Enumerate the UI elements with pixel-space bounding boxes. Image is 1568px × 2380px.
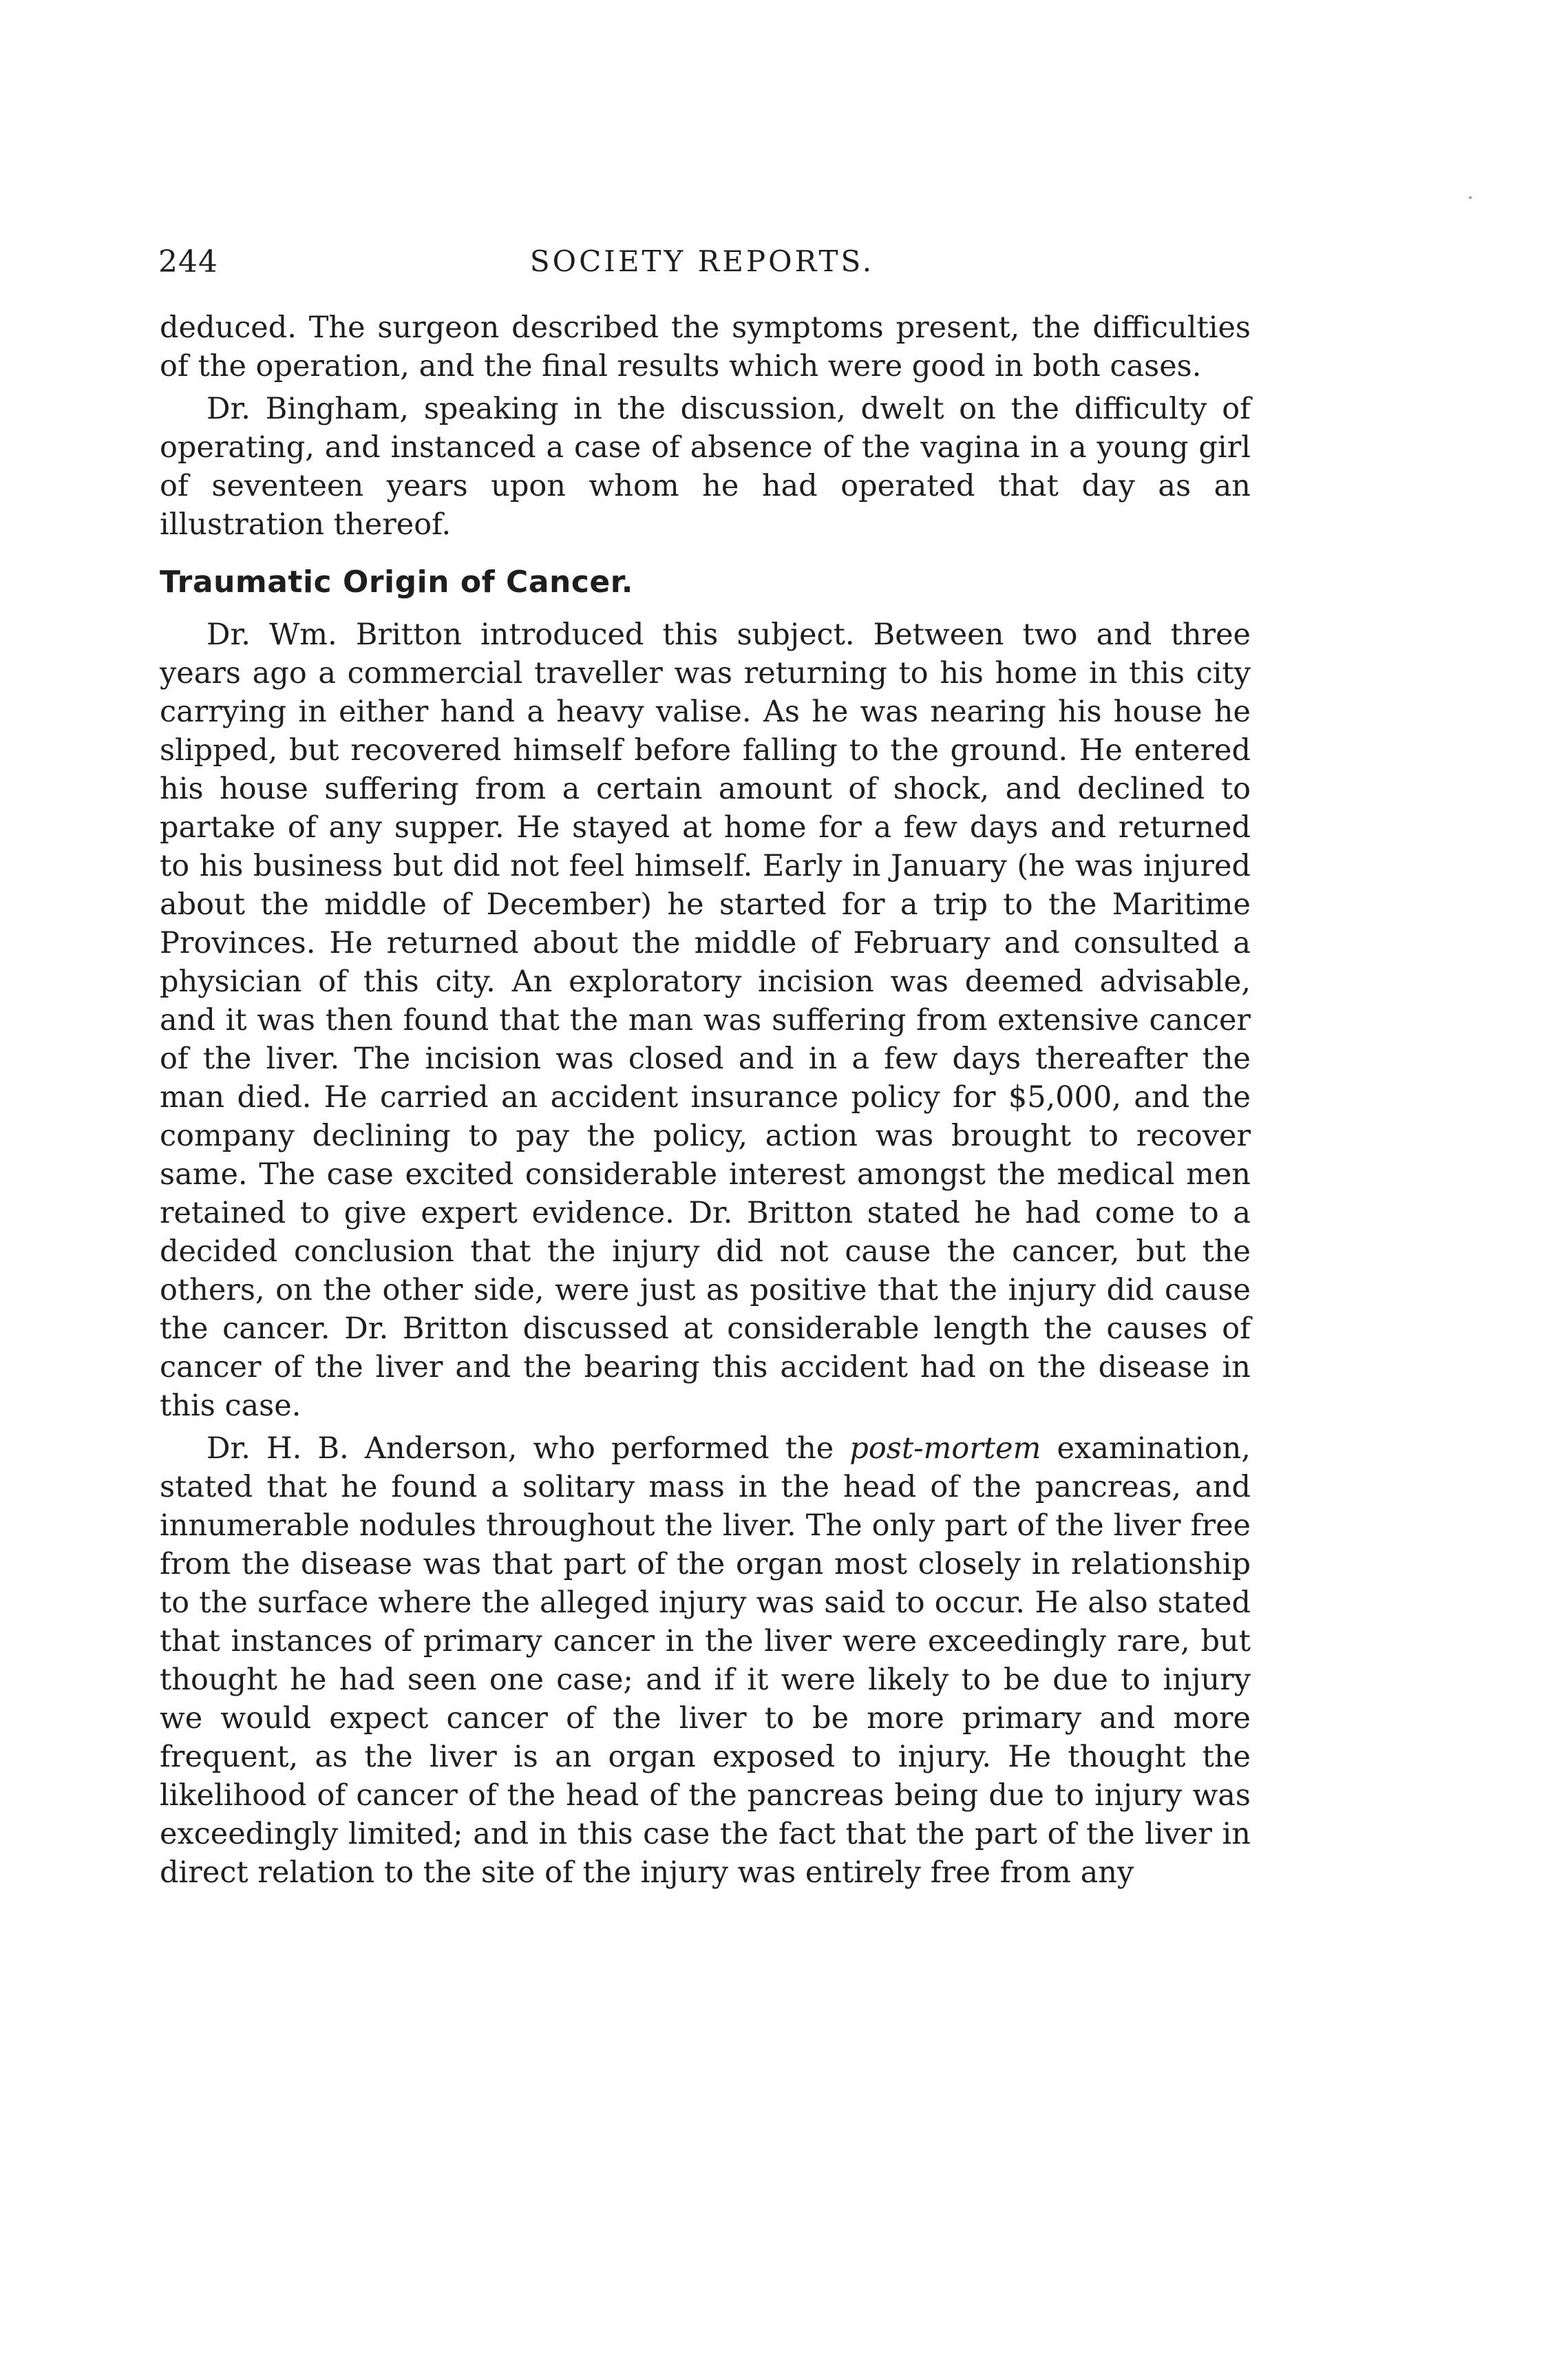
page-number: 244	[158, 244, 218, 280]
page-header	[158, 244, 1246, 293]
paragraph-britton: Dr. Wm. Britton introduced this subject. Between two and three years ago a commercial traveller was returning to his home in this city carrying in either hand a heavy valise. As he was nearing his house he slipped, but recovered himself before falling to the ground. He entered his house suffering from a certain amount of shock, and declined to partake of any supper. He stayed at home for a few days and returned to his business but did not feel himself. Early in January (he was injured about the middle of December) he started for a trip to the Maritime Provinces. He returned about the middle of February and consulted a physician of this city. An exploratory incision was deemed advisable, and it was then found that the man was suffering from extensive cancer of the liver. The incision was closed and in a few days thereafter the man died. He carried an accident insurance policy for $5,000, and the company declining to pay the policy, action was brought to recover same. The case excited considerable interest amongst the medical men retained to give expert evidence. Dr. Britton stated he had come to a decided conclusion that the injury did not cause the cancer, but the others, on the other side, were just as positive that the injury did cause the cancer. Dr. Britton discussed at considerable length the causes of cancer of the liver and the bearing this accident had on the disease in this case.	[160, 618, 1251, 1423]
scan-speck	[1469, 196, 1472, 199]
paragraph-continued: deduced. The surgeon described the symptoms present, the difficulties of the operation, and the final results which were good in both cases.	[160, 310, 1251, 383]
running-head: SOCIETY REPORTS.	[529, 244, 875, 278]
paragraph-anderson	[160, 1429, 1251, 1892]
anderson-italic-term: post-mortem	[849, 1431, 1041, 1466]
section-heading: Traumatic Origin of Cancer.	[160, 565, 633, 600]
anderson-text-start: Dr. H. B. Anderson, who performed the	[206, 1431, 850, 1466]
paragraph-bingham: Dr. Bingham, speaking in the discussion, dwelt on the difficulty of operating, and instanced a case of absence of the vagina in a young girl of seventeen years upon whom he had operated that day as an illustration thereof.	[160, 392, 1251, 542]
body-text	[160, 308, 1251, 1892]
anderson-text-end: examination, stated that he found a solitary mass in the head of the pancreas, and innumerable nodules throughout the liver. The only part of the liver free from the disease was that part of the organ most closely in relationship to the surface where the alleged injury was said to occur. He also stated that instances of primary cancer in the liver were exceedingly rare, but thought he had seen one case; and if it were likely to be due to injury we would expect cancer of the liver to be more primary and more frequent, as the liver is an organ exposed to injury. He thought the likelihood of cancer of the head of the pancreas being due to injury was exceedingly limited; and in this case the fact that the part of the liver in direct relation to the site of the injury was entirely free from any	[160, 1431, 1251, 1890]
